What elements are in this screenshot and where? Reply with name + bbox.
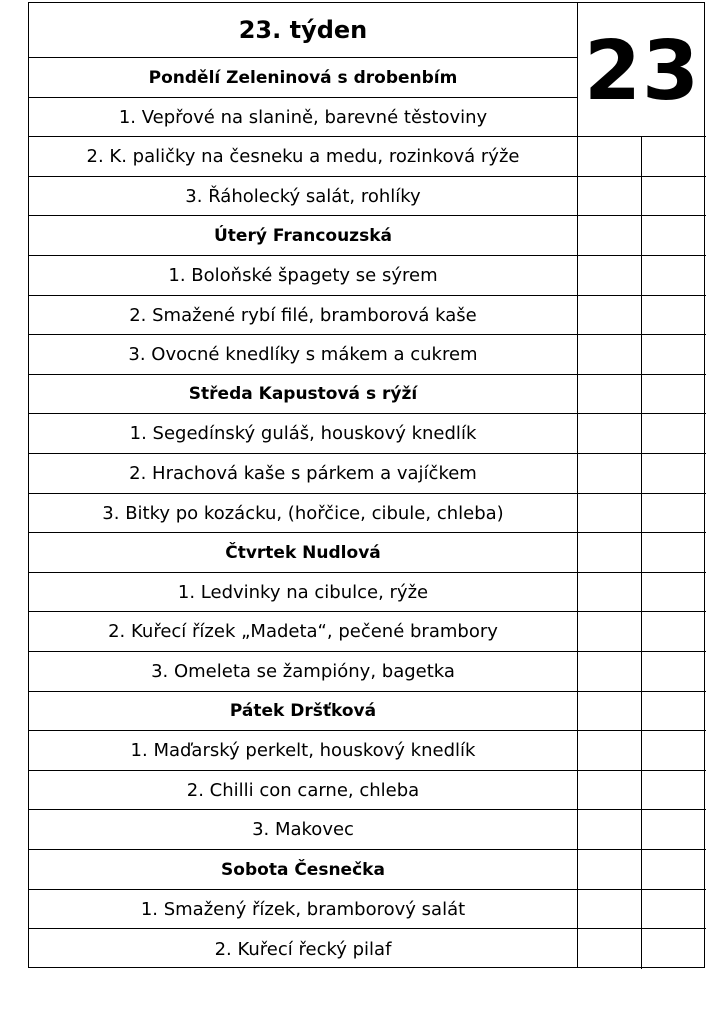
meal-item: 2. Smažené rybí filé, bramborová kaše	[29, 296, 577, 335]
meal-item: 3. Omeleta se žampióny, bagetka	[29, 652, 577, 692]
check-cell-divider	[641, 533, 642, 573]
meal-item: 1. Segedínský guláš, houskový knedlík	[29, 414, 577, 454]
meal-item: 1. Vepřové na slanině, barevné těstoviny	[29, 98, 577, 137]
check-cells	[578, 414, 706, 454]
check-cells	[578, 771, 706, 810]
check-cell-divider	[641, 652, 642, 692]
meal-item: 2. Kuřecí řízek „Madeta“, pečené brambory	[29, 612, 577, 652]
check-cell-divider	[641, 612, 642, 652]
check-cells	[578, 375, 706, 414]
check-cell-divider	[641, 454, 642, 494]
meal-item: 1. Ledvinky na cibulce, rýže	[29, 573, 577, 612]
meal-item: 2. Chilli con carne, chleba	[29, 771, 577, 810]
check-cell-divider	[641, 296, 642, 335]
check-cell-divider	[641, 256, 642, 296]
week-number-badge: 23	[583, 24, 701, 119]
check-cell-divider	[641, 731, 642, 771]
check-cell-divider	[641, 929, 642, 969]
day-heading: Pondělí Zeleninová s drobenbím	[29, 58, 577, 98]
check-cell-divider	[641, 375, 642, 414]
check-cells	[578, 612, 706, 652]
check-cell-divider	[641, 494, 642, 533]
check-cells	[578, 454, 706, 494]
check-cells	[578, 177, 706, 216]
day-heading: Sobota Česnečka	[29, 850, 577, 890]
weekly-menu-table	[28, 2, 705, 968]
check-cell-divider	[641, 216, 642, 256]
check-cells	[578, 850, 706, 890]
meal-item: 3. Řáholecký salát, rohlíky	[29, 177, 577, 216]
meal-item: 3. Bitky po kozácku, (hořčice, cibule, chleba)	[29, 494, 577, 533]
day-heading: Úterý Francouzská	[29, 216, 577, 256]
badge-bottom-border	[578, 136, 706, 137]
meal-item: 2. Kuřecí řecký pilaf	[214, 938, 392, 960]
week-title: 23. týden	[29, 3, 577, 58]
meal-item: 1. Maďarský perkelt, houskový knedlík	[29, 731, 577, 771]
check-cell-divider	[641, 414, 642, 454]
check-cells	[578, 335, 706, 375]
check-cells	[578, 810, 706, 850]
meal-item: 2. Hrachová kaše s párkem a vajíčkem	[29, 454, 577, 494]
check-cell-divider	[641, 335, 642, 375]
check-cell-divider	[641, 771, 642, 810]
check-cells	[578, 652, 706, 692]
day-heading: Pátek Dršťková	[29, 692, 577, 731]
meal-item: 1. Boloňské špagety se sýrem	[29, 256, 577, 296]
meal-item: 1. Smažený řízek, bramborový salát	[29, 890, 577, 929]
check-cell-divider	[641, 137, 642, 177]
check-cells	[578, 216, 706, 256]
check-cell-divider	[641, 890, 642, 929]
check-cell-divider	[641, 177, 642, 216]
meal-item: 3. Ovocné knedlíky s mákem a cukrem	[29, 335, 577, 375]
check-cells	[578, 731, 706, 771]
day-heading: Čtvrtek Nudlová	[29, 533, 577, 573]
check-cells	[578, 256, 706, 296]
check-cell-divider	[641, 810, 642, 850]
check-cells	[578, 890, 706, 929]
check-cells	[578, 573, 706, 612]
check-cells	[578, 137, 706, 177]
check-cells	[578, 692, 706, 731]
meal-item: 2. K. paličky na česneku a medu, rozinková rýže	[29, 137, 577, 177]
check-cells	[578, 533, 706, 573]
check-cell-divider	[641, 692, 642, 731]
check-cells	[578, 296, 706, 335]
check-cell-divider	[641, 573, 642, 612]
check-cells	[578, 929, 706, 969]
check-cell-divider	[641, 850, 642, 890]
check-cells	[578, 494, 706, 533]
day-heading: Středa Kapustová s rýží	[29, 375, 577, 414]
meal-item: 3. Makovec	[29, 810, 577, 850]
